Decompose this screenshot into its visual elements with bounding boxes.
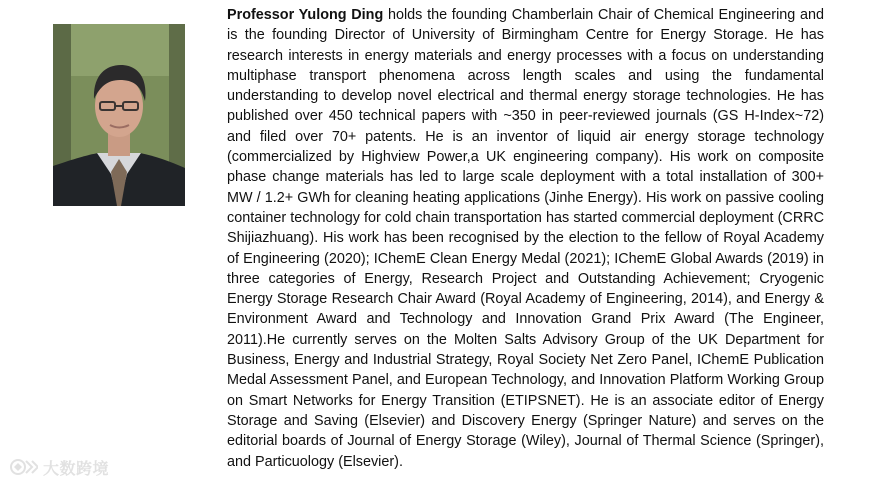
biography-name: Professor Yulong Ding — [227, 7, 384, 23]
biography-paragraph — [227, 5, 824, 471]
watermark — [8, 455, 109, 479]
portrait-photo — [53, 24, 185, 206]
biography-text: holds the founding Chamberlain Chair of Chemical Engineering and is the founding Director of University of Birmingham Centre for Energy Storage. He has research interests in energy materials and energy processes with a focus on understanding multiphase transport phenomena across length scales and using the fundamental understanding to develop novel electrical and thermal energy storage technologies. He has published over 450 technical papers with ~350 in peer-reviewed journals (GS H-Index~72) and filed over 70+ patents. He is an inventor of liquid air energy storage technology (commercialized by Highview Power,a UK engineering company). His work on composite phase change materials has led to large scale deployment with a total installation of 300+ MW / 1.2+ GWh for cleaning heating applications (Jinhe Energy). His work on passive cooling container technology for cold chain transportation has started commercial deployment (CRRC Shijiazhuang). His work has been recognised by the election to the fellow of Royal Academy of Engineering (2020); IChemE Clean Energy Medal (2021); IChemE Global Awards (2019) in three categories of Energy, Research Project and Outstanding Achievement; Cryogenic Energy Storage Research Chair Award (Royal Academy of Engineering, 2014), and Energy & Environment Award and Technology and Innovation Grand Prix Award (The Engineer, 2011).He currently serves on the Molten Salts Advisory Group of the UK Department for Business, Energy and Industrial Strategy, Royal Society Net Zero Panel, IChemE Publication Medal Assessment Panel, and European Technology, and Innovation Platform Working Group on Smart Networks for Energy Transition (ETIPSNET). He is an associate editor of Energy Storage and Saving (Elsevier) and Discovery Energy (Springer Nature) and serves on the editorial boards of Journal of Energy Storage (Wiley), Journal of Thermal Science (Springer), and Particuology (Elsevier). — [227, 7, 824, 470]
watermark-logo-icon — [8, 457, 38, 477]
watermark-text: 大数跨境 — [43, 458, 110, 478]
portrait-illustration — [53, 24, 185, 206]
